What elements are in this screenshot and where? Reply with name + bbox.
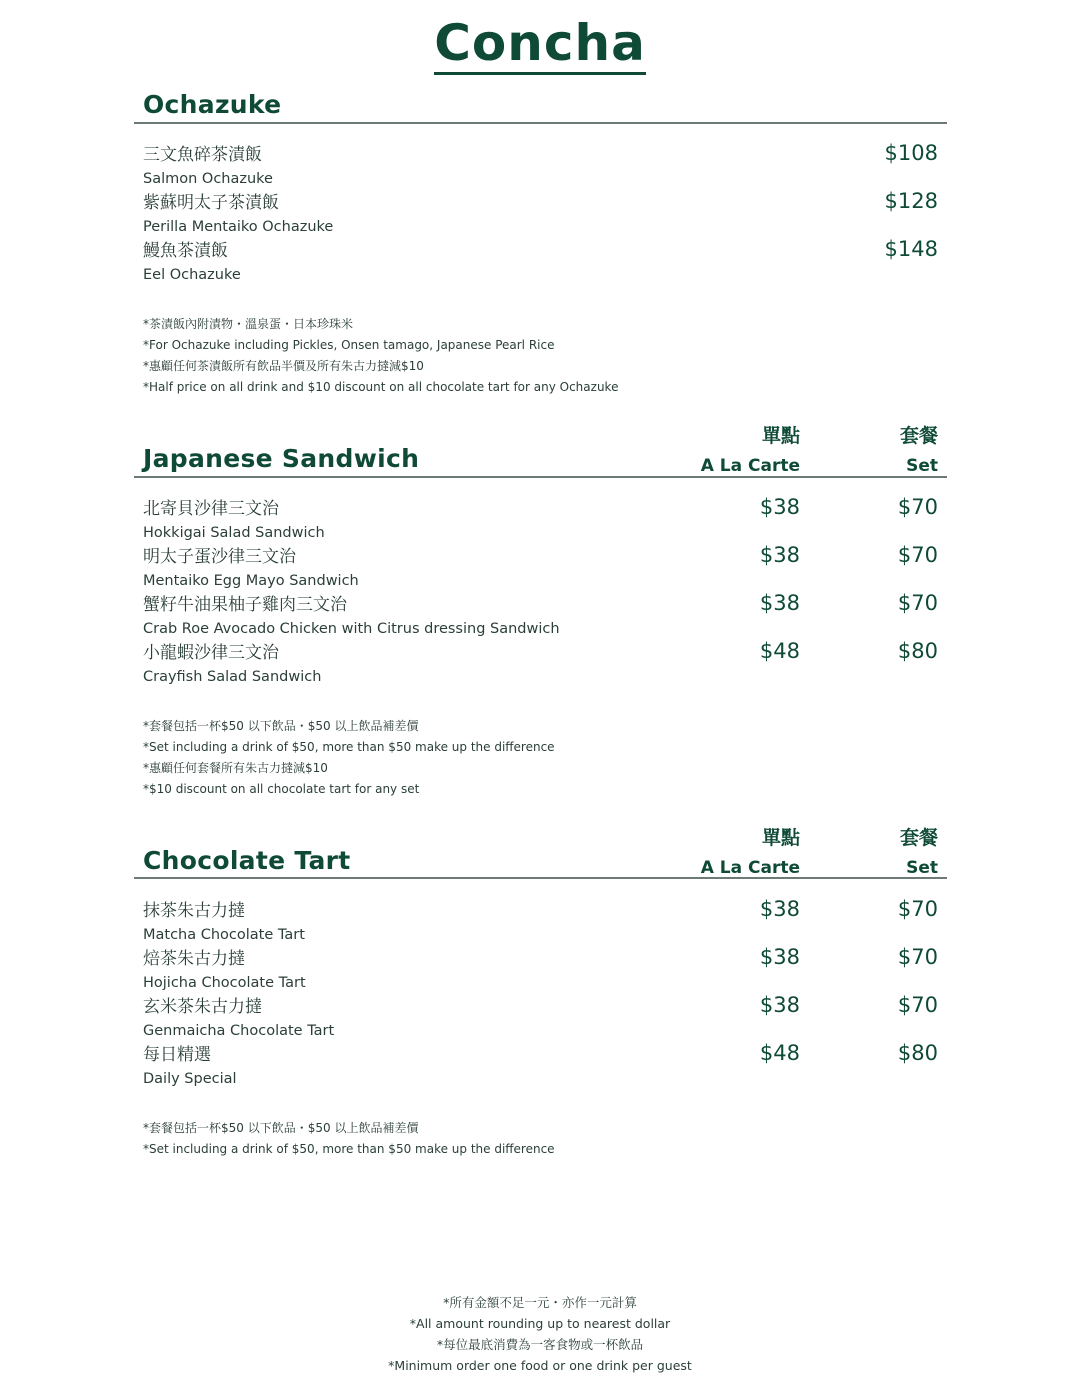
- note-line: *惠顧任何套餐所有朱古力撻減$10: [143, 761, 328, 775]
- section-divider: [134, 476, 947, 478]
- item-name-zh: 玄米茶朱古力撻: [143, 997, 262, 1017]
- column-header-zh: 單點: [761, 425, 800, 447]
- footer-notes: [0, 1292, 1080, 1376]
- item-name-en: Daily Special: [143, 1071, 237, 1087]
- menu-item: [143, 593, 560, 641]
- note-line: *For Ochazuke including Pickles, Onsen tamago, Japanese Pearl Rice: [143, 338, 555, 352]
- item-name-zh: 鰻魚茶漬飯: [143, 241, 228, 261]
- section-title-chocolate-tart: Chocolate Tart: [143, 846, 351, 875]
- note-line: *Half price on all drink and $10 discount on all chocolate tart for any Ochazuke: [143, 380, 619, 394]
- column-header-en: Set: [906, 858, 938, 878]
- section-title-ochazuke: Ochazuke: [143, 90, 282, 119]
- section-notes: [143, 716, 555, 800]
- column-header-zh: 套餐: [899, 425, 938, 447]
- item-price-set: $70: [897, 543, 938, 567]
- item-name-en: Hokkigai Salad Sandwich: [143, 525, 325, 541]
- note-line: *茶漬飯內附漬物・溫泉蛋・日本珍珠米: [143, 317, 354, 331]
- item-name-en: Matcha Chocolate Tart: [143, 927, 305, 943]
- column-header-set: [900, 823, 938, 878]
- item-price-set: $70: [897, 993, 938, 1017]
- column-header-en: A La Carte: [700, 858, 800, 878]
- footer-line: *Minimum order one food or one drink per guest: [388, 1358, 692, 1373]
- item-price-a-la-carte: $48: [759, 639, 800, 663]
- item-name-zh: 北寄貝沙律三文治: [143, 499, 279, 519]
- item-price-a-la-carte: $48: [759, 1041, 800, 1065]
- item-price: $148: [884, 237, 938, 261]
- item-name-zh: 紫蘇明太子茶漬飯: [143, 193, 279, 213]
- item-price-a-la-carte: $38: [759, 591, 800, 615]
- section-divider: [134, 122, 947, 124]
- column-header-zh: 套餐: [899, 827, 938, 849]
- item-name-zh: 蟹籽牛油果柚子雞肉三文治: [143, 595, 347, 615]
- note-line: *惠顧任何茶漬飯所有飲品半價及所有朱古力撻減$10: [143, 359, 424, 373]
- item-price-set: $70: [897, 591, 938, 615]
- section-title-japanese-sandwich: Japanese Sandwich: [143, 444, 420, 473]
- footer-line: *All amount rounding up to nearest dollar: [409, 1316, 671, 1331]
- brand-header: [0, 14, 1080, 72]
- item-price: $128: [884, 189, 938, 213]
- item-name-en: Salmon Ochazuke: [143, 171, 273, 187]
- note-line: *套餐包括一杯$50 以下飲品・$50 以上飲品補差價: [143, 719, 419, 733]
- item-name-zh: 每日精選: [143, 1045, 211, 1065]
- item-price-a-la-carte: $38: [759, 993, 800, 1017]
- item-name-en: Crab Roe Avocado Chicken with Citrus dressing Sandwich: [143, 621, 560, 637]
- note-line: *Set including a drink of $50, more than $50 make up the difference: [143, 1142, 555, 1156]
- item-name-en: Crayfish Salad Sandwich: [143, 669, 322, 685]
- item-price-a-la-carte: $38: [759, 945, 800, 969]
- item-name-zh: 明太子蛋沙律三文治: [143, 547, 296, 567]
- column-header-a-la-carte: [701, 823, 800, 878]
- menu-item: [143, 641, 321, 689]
- menu-item: [143, 545, 359, 593]
- section-divider: [134, 877, 947, 879]
- brand-name: Concha: [434, 14, 646, 75]
- item-name-en: Perilla Mentaiko Ochazuke: [143, 219, 334, 235]
- menu-item: [143, 191, 333, 239]
- item-price-a-la-carte: $38: [759, 543, 800, 567]
- column-header-set: [900, 421, 938, 476]
- item-price-a-la-carte: $38: [759, 897, 800, 921]
- column-header-zh: 單點: [761, 827, 800, 849]
- section-notes: [143, 314, 618, 398]
- item-price-a-la-carte: $38: [759, 495, 800, 519]
- column-header-en: Set: [906, 456, 938, 476]
- item-price-set: $80: [897, 1041, 938, 1065]
- item-price-set: $80: [897, 639, 938, 663]
- menu-item: [143, 143, 273, 191]
- menu-item: [143, 947, 306, 995]
- item-name-zh: 焙茶朱古力撻: [143, 949, 245, 969]
- column-header-a-la-carte: [701, 421, 800, 476]
- item-name-en: Hojicha Chocolate Tart: [143, 975, 306, 991]
- menu-item: [143, 1043, 237, 1091]
- section-notes: [143, 1118, 555, 1160]
- note-line: *套餐包括一杯$50 以下飲品・$50 以上飲品補差價: [143, 1121, 419, 1135]
- item-name-zh: 小龍蝦沙律三文治: [143, 643, 279, 663]
- item-price-set: $70: [897, 495, 938, 519]
- item-name-zh: 抹茶朱古力撻: [143, 901, 245, 921]
- item-price-set: $70: [897, 897, 938, 921]
- menu-item: [143, 497, 325, 545]
- item-price: $108: [884, 141, 938, 165]
- note-line: *$10 discount on all chocolate tart for any set: [143, 782, 420, 796]
- column-header-en: A La Carte: [700, 456, 800, 476]
- item-name-en: Eel Ochazuke: [143, 267, 241, 283]
- footer-line: *每位最底消費為一客食物或一杯飲品: [436, 1337, 644, 1352]
- menu-item: [143, 995, 334, 1043]
- menu-item: [143, 899, 305, 947]
- note-line: *Set including a drink of $50, more than $50 make up the difference: [143, 740, 555, 754]
- item-price-set: $70: [897, 945, 938, 969]
- footer-line: *所有金額不足一元・亦作一元計算: [443, 1295, 637, 1310]
- item-name-en: Genmaicha Chocolate Tart: [143, 1023, 335, 1039]
- item-name-en: Mentaiko Egg Mayo Sandwich: [143, 573, 359, 589]
- item-name-zh: 三文魚碎茶漬飯: [143, 145, 262, 165]
- menu-item: [143, 239, 241, 287]
